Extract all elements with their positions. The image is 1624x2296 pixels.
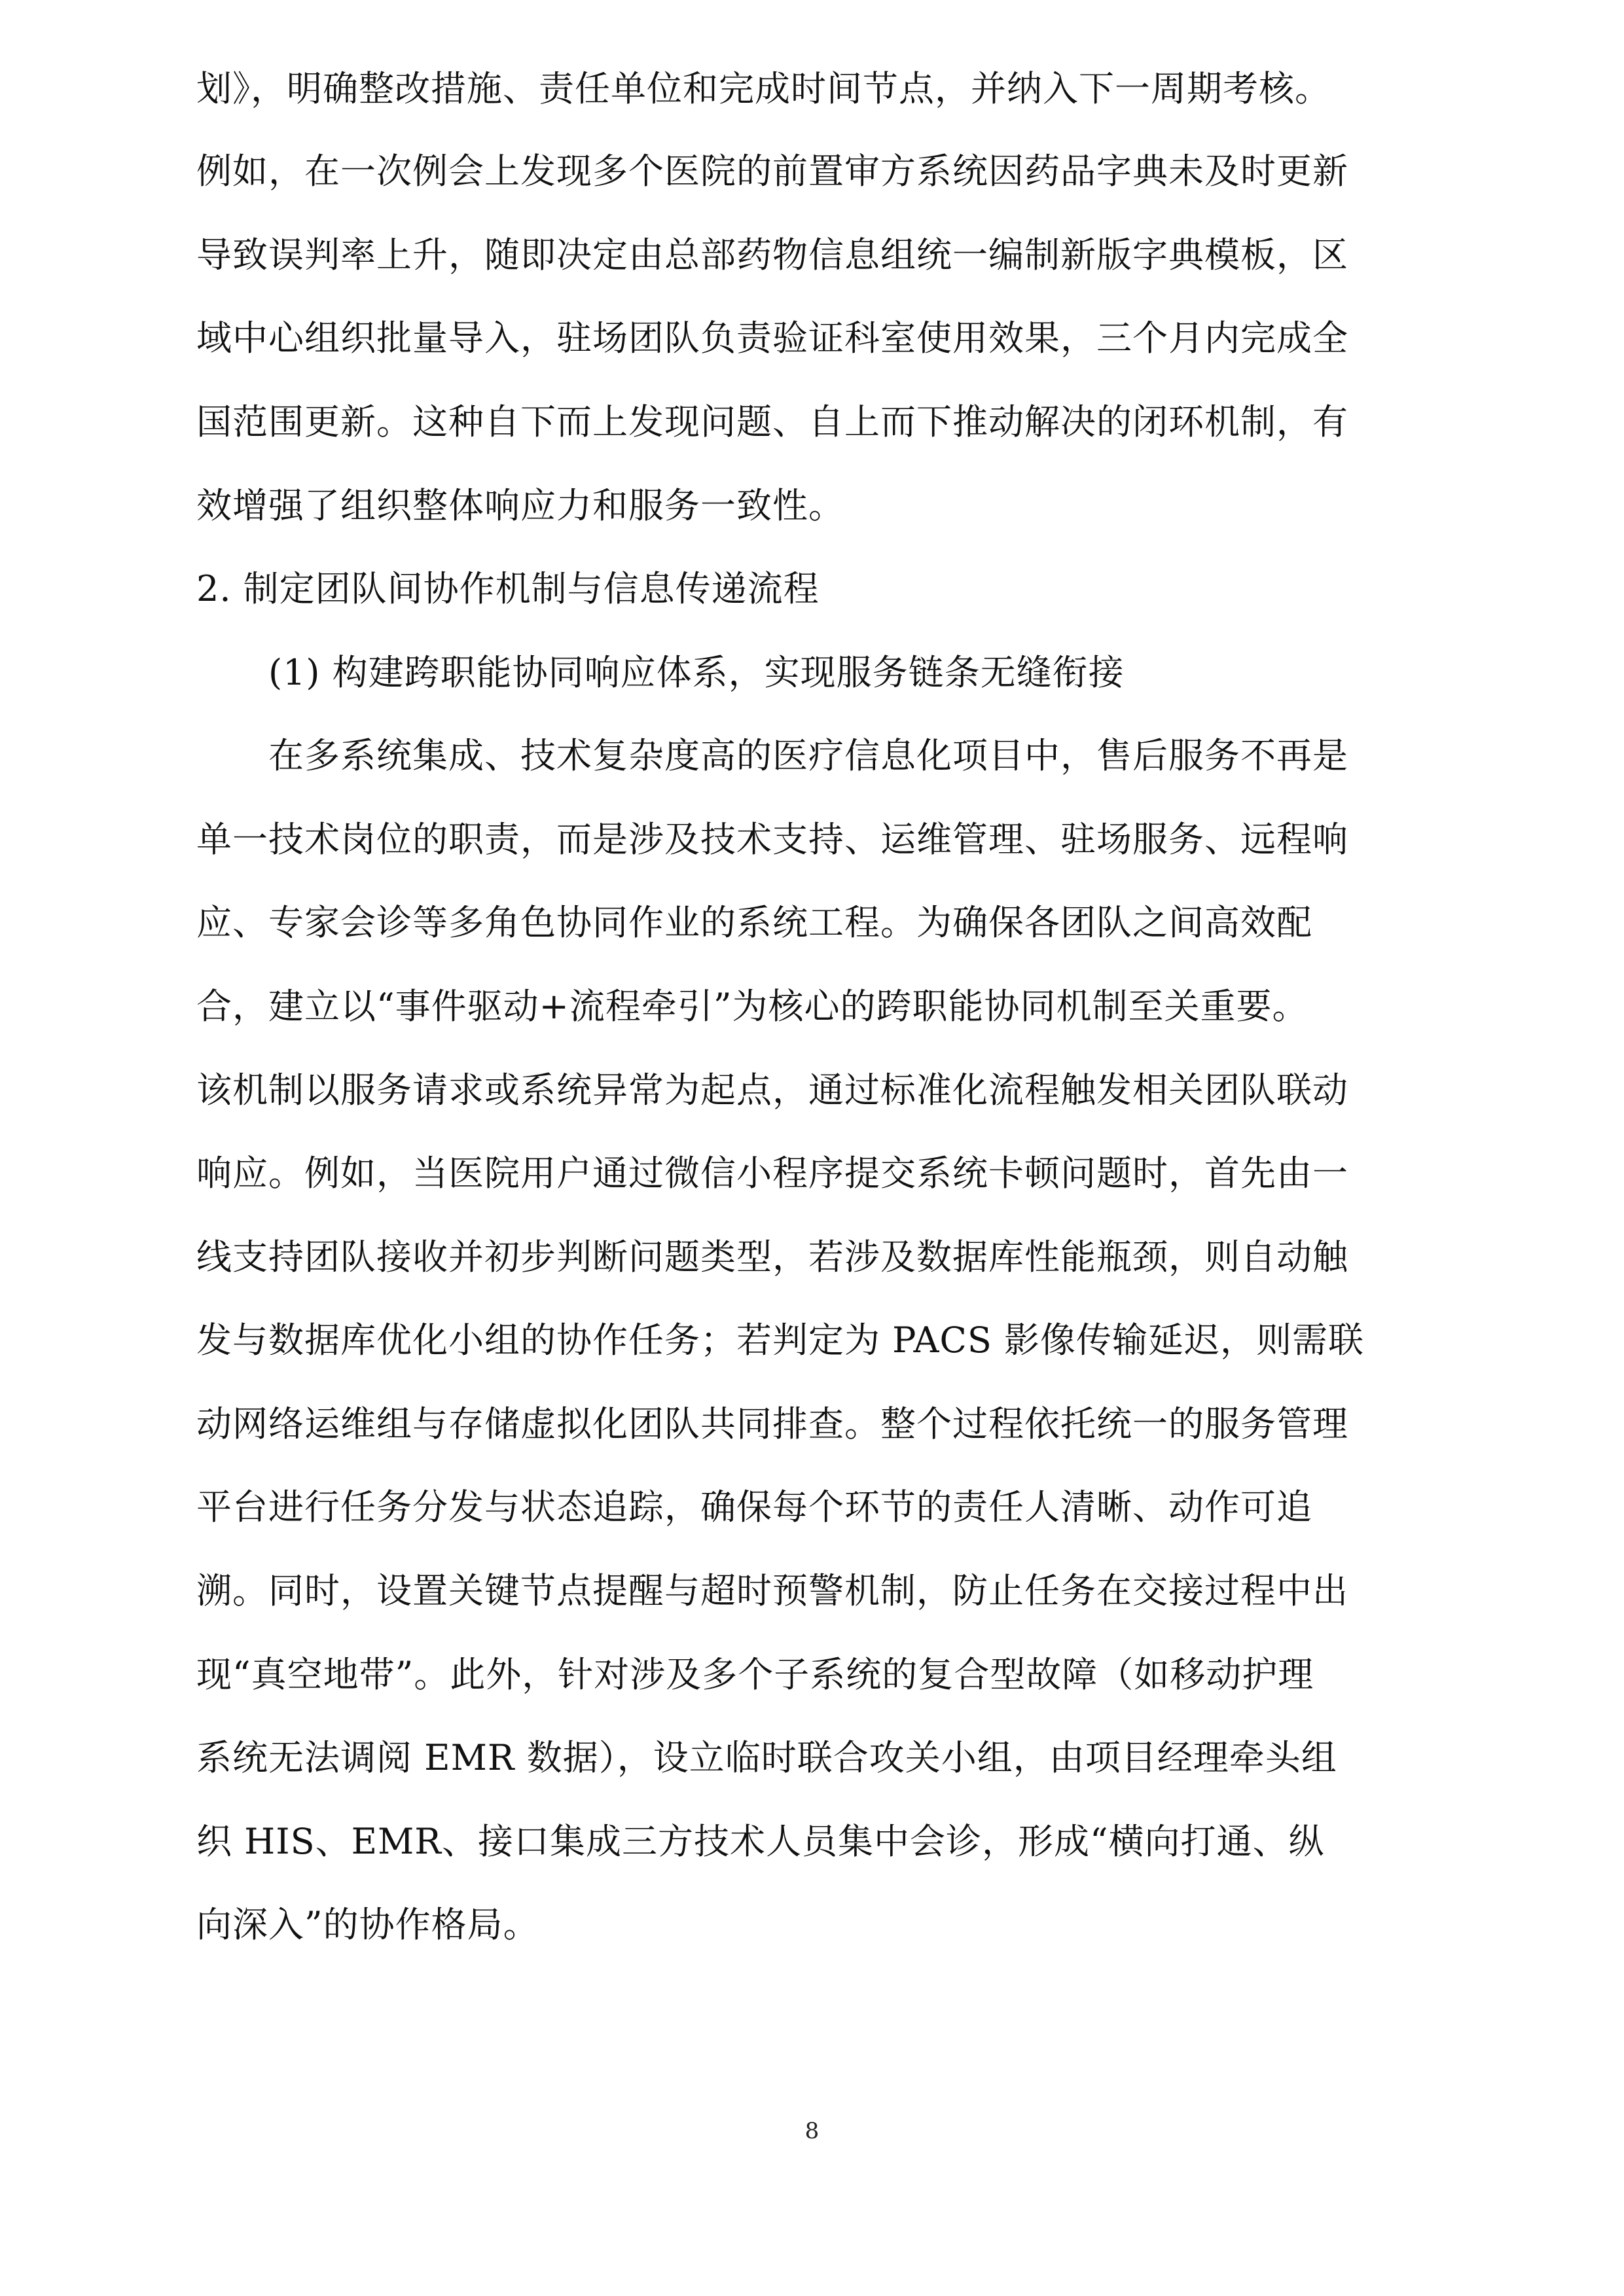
text-line: 溯。同时，设置关键节点提醒与超时预警机制，防止任务在交接过程中出 (196, 1570, 1348, 1611)
text-line: 在多系统集成、技术复杂度高的医疗信息化项目中，售后服务不再是 (268, 735, 1348, 776)
text-line: 现“真空地带”。此外，针对涉及多个子系统的复合型故障（如移动护理 (196, 1654, 1314, 1695)
text-line: 动网络运维组与存储虚拟化团队共同排查。整个过程依托统一的服务管理 (196, 1403, 1348, 1444)
section-heading: 2. 制定团队间协作机制与信息传递流程 (196, 568, 820, 609)
text-line: 单一技术岗位的职责，而是涉及技术支持、运维管理、驻场服务、远程响 (196, 819, 1348, 860)
text-line: 效增强了组织整体响应力和服务一致性。 (196, 485, 844, 526)
text-line: 向深入”的协作格局。 (196, 1904, 539, 1945)
text-line: 导致误判率上升，随即决定由总部药物信息组统一编制新版字典模板，区 (196, 234, 1348, 276)
text-line: 域中心组织批量导入，驻场团队负责验证科室使用效果，三个月内完成全 (196, 317, 1348, 359)
text-line: 织 HIS、EMR、接口集成三方技术人员集中会诊，形成“横向打通、纵 (196, 1821, 1325, 1862)
text-line: 应、专家会诊等多角色协同作业的系统工程。为确保各团队之间高效配 (196, 902, 1312, 943)
text-line: 响应。例如，当医院用户通过微信小程序提交系统卡顿问题时，首先由一 (196, 1153, 1348, 1194)
text-line: 系统无法调阅 EMR 数据），设立临时联合攻关小组，由项目经理牵头组 (196, 1737, 1337, 1778)
text-line: 平台进行任务分发与状态追踪，确保每个环节的责任人清晰、动作可追 (196, 1486, 1312, 1528)
text-line: 例如，在一次例会上发现多个医院的前置审方系统因药品字典未及时更新 (196, 151, 1348, 192)
page-number: 8 (804, 2118, 820, 2144)
text-line: 划》，明确整改措施、责任单位和完成时间节点，并纳入下一周期考核。 (196, 68, 1331, 109)
text-line: 线支持团队接收并初步判断问题类型，若涉及数据库性能瓶颈，则自动触 (196, 1236, 1348, 1278)
text-line: 国范围更新。这种自下而上发现问题、自上而下推动解决的闭环机制，有 (196, 401, 1348, 442)
text-line: 发与数据库优化小组的协作任务；若判定为 PACS 影像传输延迟，则需联 (196, 1319, 1365, 1361)
text-line: 合，建立以“事件驱动+流程牵引”为核心的跨职能协同机制至关重要。 (196, 986, 1308, 1027)
subsection-heading: (1) 构建跨职能协同响应体系，实现服务链条无缝衔接 (268, 652, 1125, 693)
text-line: 该机制以服务请求或系统异常为起点，通过标准化流程触发相关团队联动 (196, 1069, 1348, 1111)
